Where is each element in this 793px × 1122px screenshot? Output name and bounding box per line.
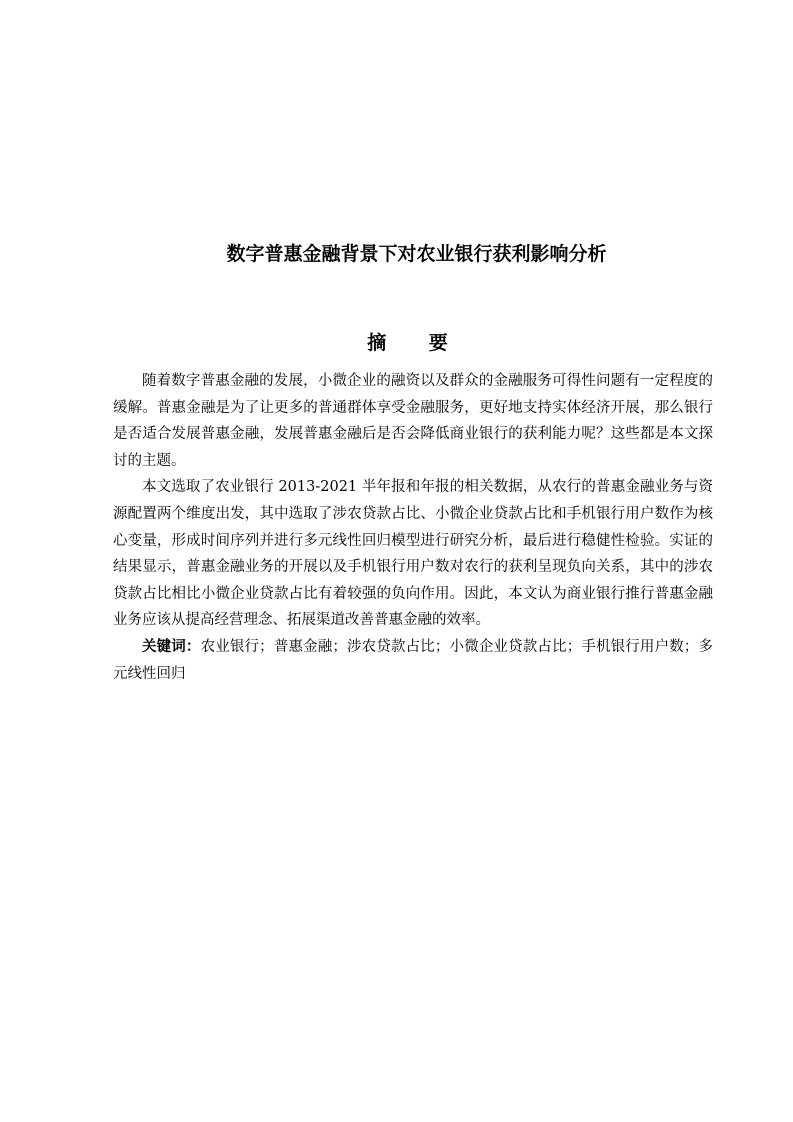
abstract-paragraph-2: 本文选取了农业银行 2013-2021 半年报和年报的相关数据，从农行的普惠金融业务与资源配置两个维度出发，其中选取了涉农贷款占比、小微企业贷款占比和手机银行用户数作为核心变量，形成时间序列并进行多元线性回归模型进行研究分析，最后进行稳健性检验。实证的结果显示，普惠金融业务的开展以及手机银行用户数对农行的获利呈现负向关系，其中的涉农贷款占比相比小微企业贷款占比有着较强的负向作用。因此，本文认为商业银行推行普惠金融业务应该从提高经营理念、拓展渠道改善普惠金融的效率。: [113, 479, 713, 629]
abstract-body: [113, 368, 713, 687]
keywords-label: 关键词：: [142, 638, 201, 655]
keywords-line: [113, 634, 713, 687]
document-title: 数字普惠金融背景下对农业银行获利影响分析: [226, 243, 607, 265]
keywords-text: 农业银行；普惠金融；涉农贷款占比；小微企业贷款占比；手机银行用户数；多元线性回归: [113, 638, 714, 682]
abstract-paragraph-1: 随着数字普惠金融的发展，小微企业的融资以及群众的金融服务可得性问题有一定程度的缓解。普惠金融是为了让更多的普通群体享受金融服务，更好地支持实体经济开展，那么银行是否适合发展普惠金融，发展普惠金融后是否会降低商业银行的获利能力呢？这些都是本文探讨的主题。: [113, 373, 713, 469]
abstract-heading: 摘 要: [367, 332, 466, 354]
